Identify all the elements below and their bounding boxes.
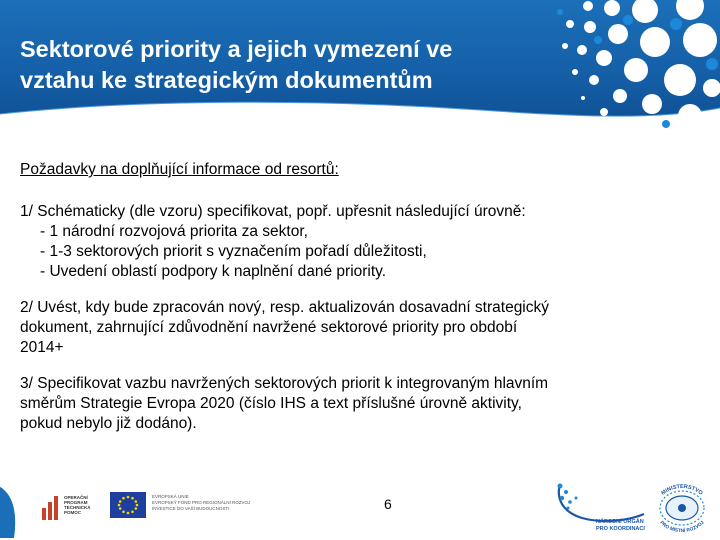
item-2-line-2: dokument, zahrnující zdůvodnění navržené sektorové priority pro období bbox=[20, 319, 518, 336]
title-line-2: vztahu ke strategickým dokumentům bbox=[20, 67, 433, 93]
op-logo-line-3: TECHNICKÁ bbox=[64, 505, 91, 510]
item-3-line-2: směrům Strategie Evropa 2020 (číslo IHS a text příslušné úrovně aktivity, bbox=[20, 395, 522, 412]
item-3 bbox=[20, 374, 700, 434]
no-text-line-2: PRO KOORDINACI bbox=[596, 526, 645, 532]
op-logo-line-2: PROGRAM bbox=[64, 500, 88, 505]
national-authority-text bbox=[596, 519, 645, 533]
no-text-line-1: NÁRODNÍ ORGÁN bbox=[596, 519, 644, 525]
mmr-top-text: MINISTERSTVO bbox=[660, 483, 704, 497]
op-logo-bars-icon bbox=[40, 494, 60, 520]
subtitle: Požadavky na doplňující informace od resortů: bbox=[20, 161, 339, 178]
eu-fund-text bbox=[152, 494, 260, 512]
slide-body bbox=[20, 160, 700, 450]
decorative-dots bbox=[0, 0, 720, 130]
footer-arc-decoration bbox=[0, 480, 22, 540]
item-2-line-3: 2014+ bbox=[20, 339, 64, 356]
op-logo-line-1: OPERAČNÍ bbox=[64, 495, 88, 500]
item-2 bbox=[20, 298, 700, 358]
item-1 bbox=[20, 202, 700, 282]
eu-text-line-2: EVROPSKÝ FOND PRO REGIONÁLNÍ ROZVOJ bbox=[152, 500, 251, 505]
item-1-sub-3: - Uvedení oblastí podpory k naplnění dané priority. bbox=[40, 263, 387, 280]
op-logo-text bbox=[64, 495, 91, 515]
item-3-line-3: pokud nebylo již dodáno). bbox=[20, 415, 197, 432]
eu-flag-icon bbox=[110, 492, 146, 518]
eu-text-line-1: EVROPSKÁ UNIE bbox=[152, 494, 189, 499]
op-technical-assistance-logo bbox=[40, 494, 102, 520]
item-2-line-1: 2/ Uvést, kdy bude zpracován nový, resp. aktualizován dosavadní strategický bbox=[20, 299, 550, 316]
eu-text-line-3: INVESTICE DO VAŠÍ BUDOUCNOSTI bbox=[152, 506, 230, 511]
item-1-sub-2: - 1-3 sektorových priorit s vyznačením pořadí důležitosti, bbox=[40, 243, 427, 260]
page-number: 6 bbox=[384, 496, 392, 512]
item-1-sub-1: - 1 národní rozvojová priorita za sektor, bbox=[40, 223, 308, 240]
op-logo-line-4: POMOC bbox=[64, 510, 82, 515]
ministry-regional-development-logo bbox=[648, 478, 716, 536]
mmr-bottom-text: PRO MÍSTNÍ ROZVOJ bbox=[658, 520, 706, 535]
item-3-line-1: 3/ Specifikovat vazbu navržených sektorových priorit k integrovaným hlavním bbox=[20, 375, 549, 392]
title-line-1: Sektorové priority a jejich vymezení ve bbox=[20, 36, 453, 62]
item-1-main: 1/ Schématicky (dle vzoru) specifikovat, popř. upřesnit následující úrovně: bbox=[20, 203, 526, 220]
eu-stars-icon bbox=[110, 492, 146, 518]
